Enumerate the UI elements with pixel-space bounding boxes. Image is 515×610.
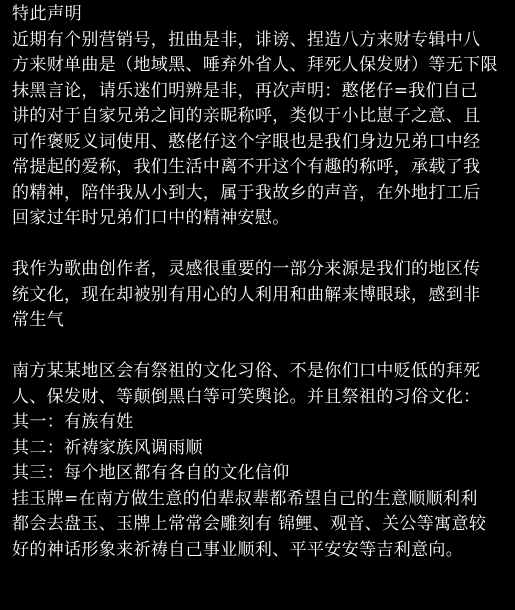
paragraph-line: 统文化，现在却被别有用心的人利用和曲解来博眼球，感到非 [12,284,481,305]
paragraph-line: 都会去盘玉、玉牌上常常会雕刻有 锦鲤、观音、关公等寓意较 [12,514,487,534]
paragraph-line: 好的神话形象来祈祷自己事业顺利、平平安安等吉利意向。 [12,539,464,560]
paragraph-line: 回家过年时兄弟们口中的精神安慰。 [12,208,290,228]
paragraph-line: 常生气 [12,310,65,330]
list-item-3: 其三：每个地区都有各自的文化信仰 [12,463,290,483]
paragraph-line: 的精神，陪伴我从小到大，属于我故乡的声音，在外地打工后 [12,182,481,203]
paragraph-line: 我作为歌曲创作者，灵感很重要的一部分来源是我们的地区传 [12,259,481,279]
paragraph-1 [12,28,505,232]
paragraph-3 [12,359,505,563]
paragraph-spacer [12,232,505,258]
paragraph-line: 人、保发财、等颠倒黑白等可笑舆论。并且祭祖的习俗文化： [12,386,481,407]
paragraph-line: 常提起的爱称，我们生活中离不开这个有趣的称呼，承载了我 [12,157,481,177]
paragraph-line: 方来财单曲是（地域黑、唾弃外省人、拜死人保发财）等无下限 [12,55,498,75]
paragraph-line: 南方某某地区会有祭祖的文化习俗、不是你们口中贬低的拜死 [12,361,481,381]
paragraph-line: 可作褒贬义词使用、憨佬仔这个字眼也是我们身边兄弟口中经 [12,131,481,152]
paragraph-line: 近期有个别营销号，扭曲是非，诽谤、捏造八方来财专辑中八 [12,29,481,50]
document-title: 特此声明 [12,4,83,24]
list-item-2: 其二：祈祷家族风调雨顺 [12,437,203,458]
paragraph-spacer [12,334,505,360]
paragraph-line: 讲的对于自家兄弟之间的亲昵称呼，类似于小比崽子之意、且 [12,106,481,126]
list-item-1: 其一：有族有姓 [12,412,134,432]
paragraph-2 [12,257,505,334]
paragraph-line: 挂玉牌=在南方做生意的伯辈叔辈都希望自己的生意顺顺利利 [12,488,478,509]
paragraph-line: 抹黑言论，请乐迷们明辨是非，再次声明：憨佬仔=我们自己 [12,80,478,101]
